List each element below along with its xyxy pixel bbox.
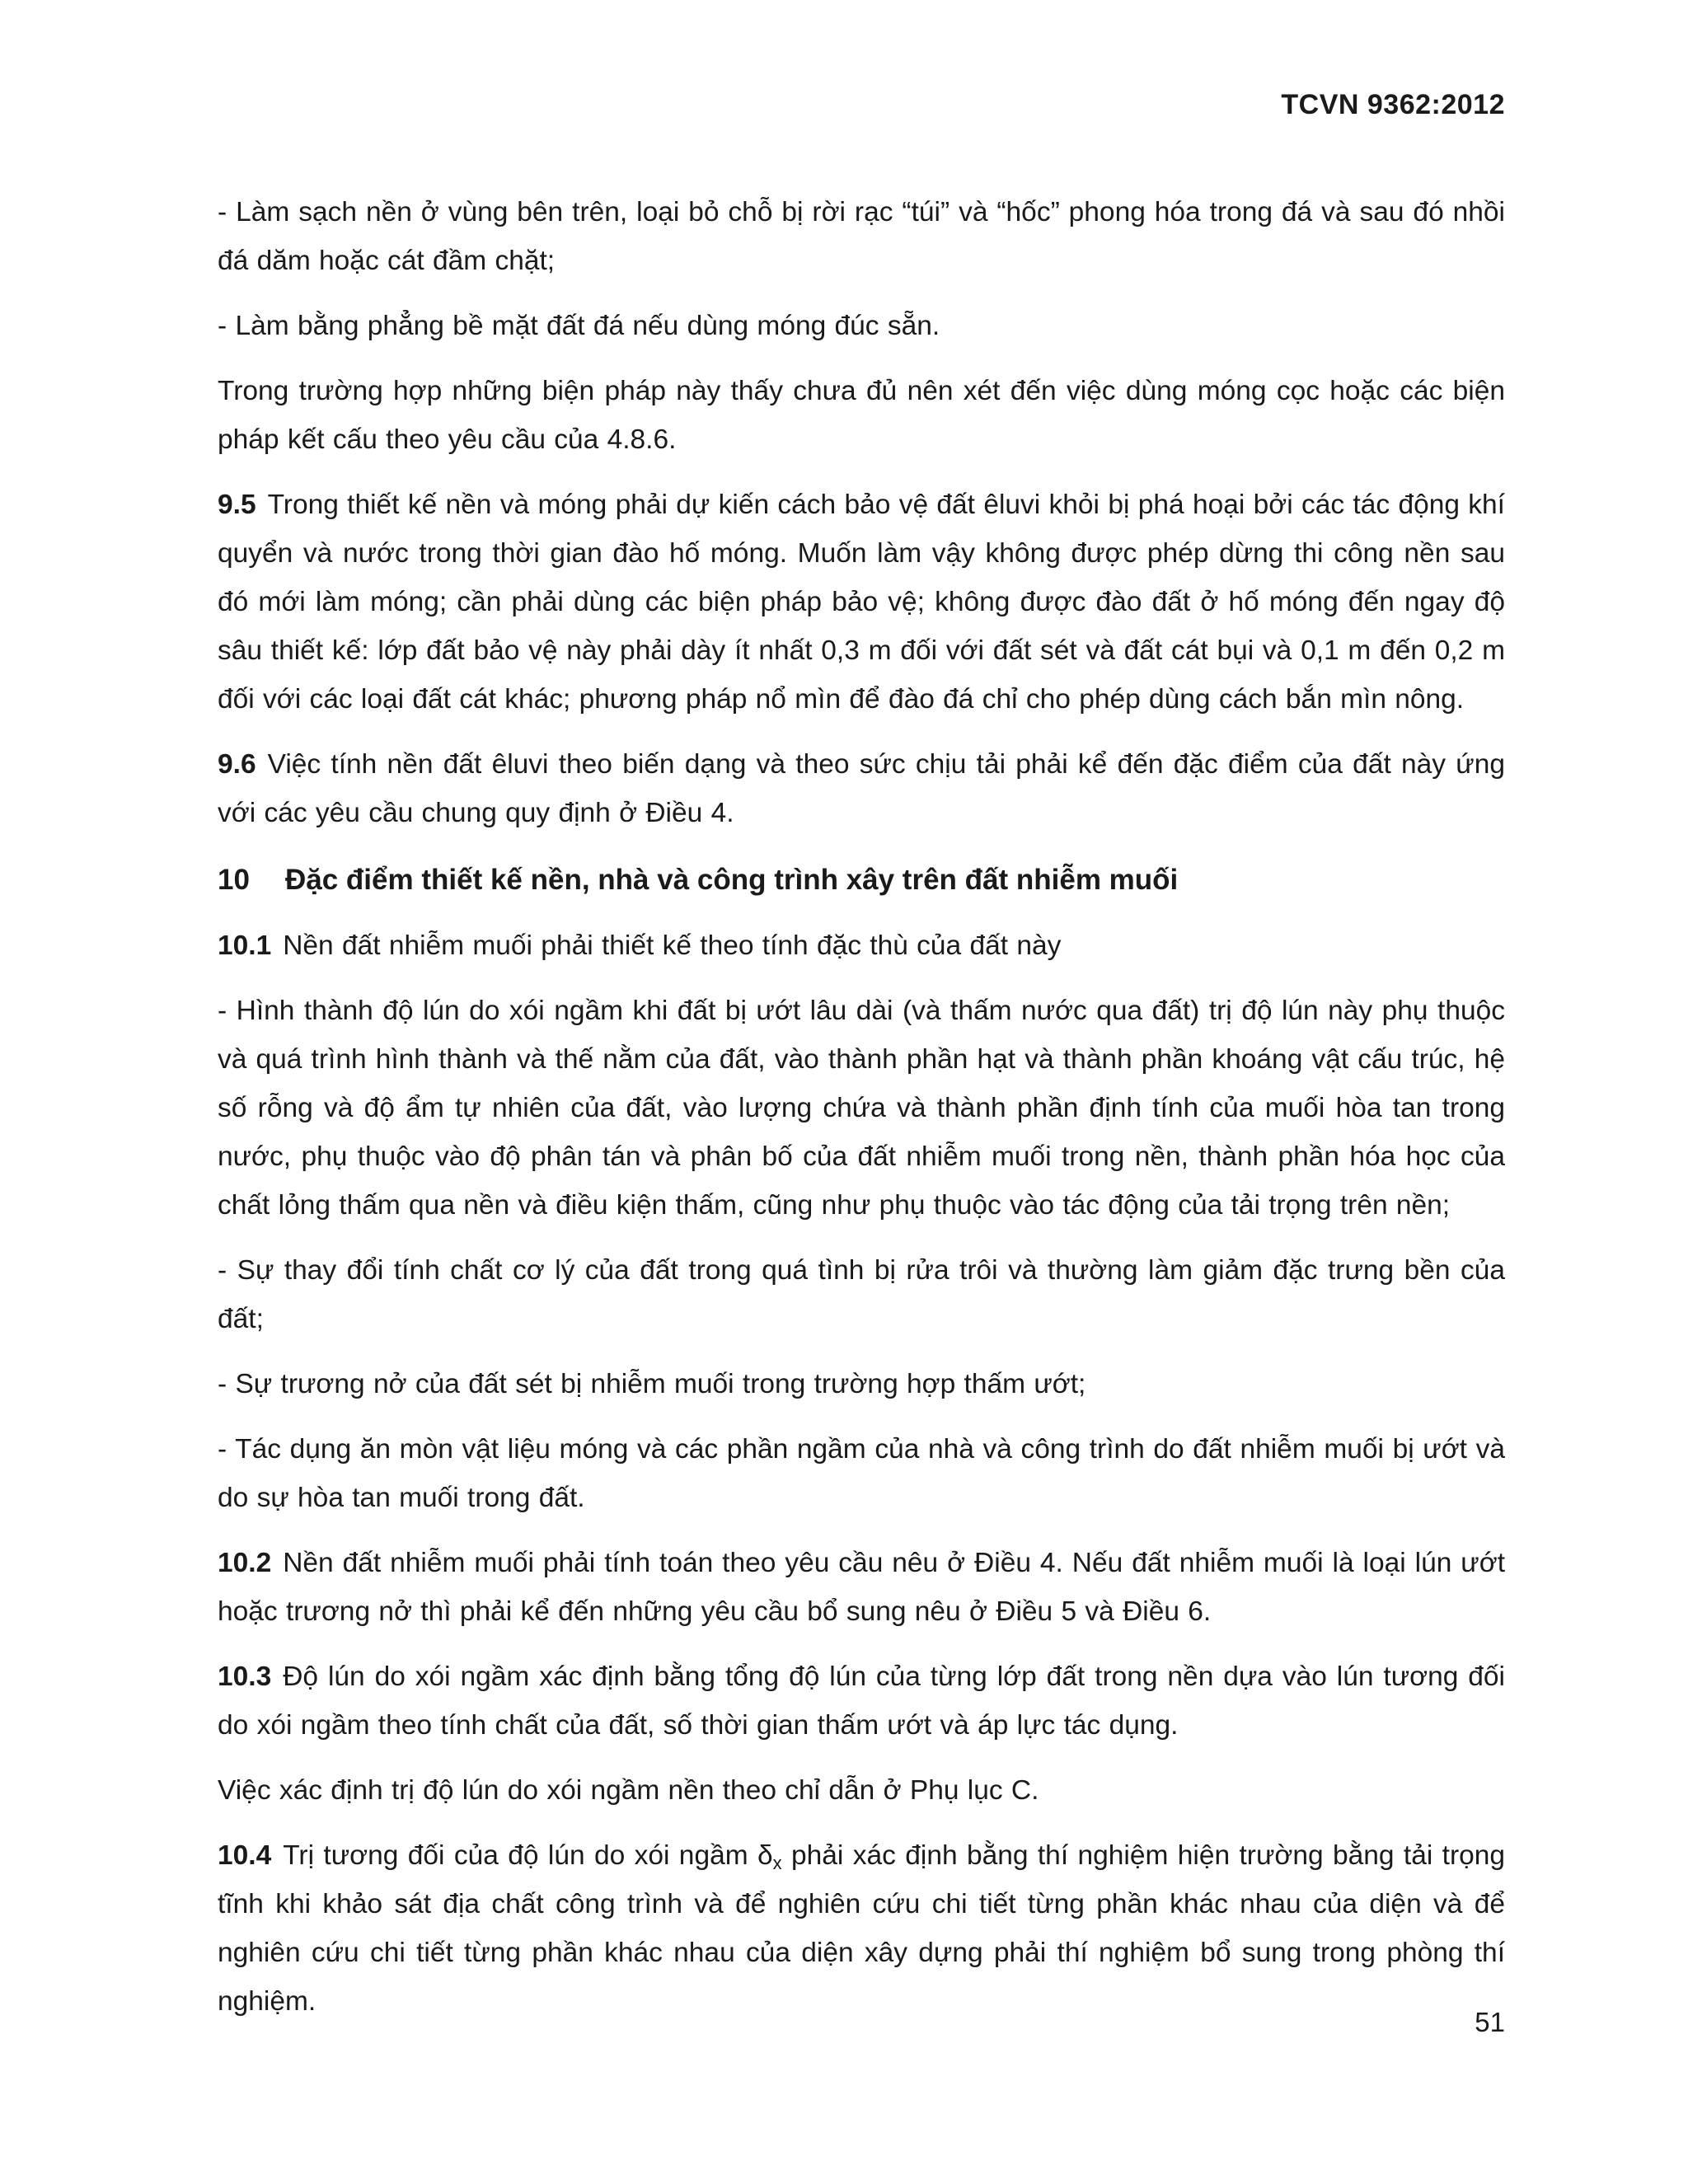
- clause-10-2: [218, 1539, 1505, 1636]
- clause-number: 9.5: [218, 490, 256, 520]
- bullet-settlement-formation: - Hình thành độ lún do xói ngầm khi đất bị ướt lâu dài (và thấm nước qua đất) trị độ lún này phụ thuộc và quá trình hình thành và thế nằm của đất, vào thành phần hạt và thành phần khoáng vật cấu trúc, hệ số rỗng và độ ẩm tự nhiên của đất, vào lượng chứa và thành phần định tính của muối hòa tan trong nước, phụ thuộc vào độ phân tán và phân bố của đất nhiễm muối trong nền, thành phần hóa học của chất lỏng thấm qua nền và điều kiện thấm, cũng như phụ thuộc vào tác động của tải trọng trên nền;: [218, 996, 1505, 1221]
- document-page: [218, 0, 1505, 2184]
- page-number: 51: [1475, 2007, 1505, 2037]
- clause-10-3: [218, 1652, 1505, 1750]
- clause-number: 10.2: [218, 1548, 272, 1578]
- clause-text-end: phải xác định bằng thí nghiệm hiện trường bằng tải trọng tĩnh khi khảo sát địa chất công trình và để nghiên cứu chi tiết từng phần khác nhau của diện và để nghiên cứu chi tiết từng phần khác nhau của diện xây dựng phải thí nghiệm bổ sung trong phòng thí nghiệm.: [218, 1840, 1506, 2017]
- clause-text-start: Trị tương đối của độ lún do xói ngầm δ: [283, 1840, 773, 1871]
- paragraph-appendix-reference: Việc xác định trị độ lún do xói ngầm nền theo chỉ dẫn ở Phụ lục C.: [218, 1775, 1039, 1806]
- clause-number: 10.4: [218, 1840, 272, 1871]
- document-body: [218, 188, 1505, 2042]
- section-number: 10: [218, 864, 250, 896]
- clause-10-1: [218, 921, 1505, 970]
- section-title: Đặc điểm thiết kế nền, nhà và công trình xây trên đất nhiễm muối: [285, 864, 1179, 896]
- clause-text: Việc tính nền đất êluvi theo biến dạng và theo sức chịu tải phải kể đến đặc điểm của đất này ứng với các yêu cầu chung quy định ở Điều 4.: [218, 749, 1505, 828]
- clause-number: 9.6: [218, 749, 256, 780]
- standard-code-header: TCVN 9362:2012: [1281, 89, 1505, 120]
- clause-text: Nền đất nhiễm muối phải thiết kế theo tính đặc thù của đất này: [283, 930, 1062, 961]
- bullet-corrosion: - Tác dụng ăn mòn vật liệu móng và các phần ngầm của nhà và công trình do đất nhiễm muối bị ướt và do sự hòa tan muối trong đất.: [218, 1434, 1505, 1513]
- clause-10-4: [218, 1831, 1505, 2026]
- clause-text: Trong thiết kế nền và móng phải dự kiến cách bảo vệ đất êluvi khỏi bị phá hoại bởi các tác động khí quyển và nước trong thời gian đào hố móng. Muốn làm vậy không được phép dừng thi công nền sau đó mới làm móng; cần phải dùng các biện pháp bảo vệ; không được đào đất ở hố móng đến ngay độ sâu thiết kế: lớp đất bảo vệ này phải dày ít nhất 0,3 m đối với đất sét và đất cát bụi và 0,1 m đến 0,2 m đối với các loại đất cát khác; phương pháp nổ mìn để đào đá chỉ cho phép dùng cách bắn mìn nông.: [218, 490, 1505, 715]
- clause-number: 10.1: [218, 930, 272, 961]
- bullet-swelling: - Sự trương nở của đất sét bị nhiễm muối trong trường hợp thấm ướt;: [218, 1369, 1086, 1399]
- clause-9-5: [218, 480, 1505, 724]
- delta-subscript: x: [772, 1853, 782, 1873]
- paragraph-insufficient-measures: Trong trường hợp những biện pháp này thấy chưa đủ nên xét đến việc dùng móng cọc hoặc các biện pháp kết cấu theo yêu cầu của 4.8.6.: [218, 376, 1505, 455]
- section-heading-10: [218, 854, 1505, 907]
- clause-text: Nền đất nhiễm muối phải tính toán theo yêu cầu nêu ở Điều 4. Nếu đất nhiễm muối là loại lún ướt hoặc trương nở thì phải kể đến những yêu cầu bổ sung nêu ở Điều 5 và Điều 6.: [218, 1548, 1505, 1627]
- clause-number: 10.3: [218, 1661, 272, 1692]
- clause-9-6: [218, 740, 1505, 837]
- bullet-level-surface: - Làm bằng phẳng bề mặt đất đá nếu dùng móng đúc sẵn.: [218, 311, 940, 341]
- clause-text: Độ lún do xói ngầm xác định bằng tổng độ lún của từng lớp đất trong nền dựa vào lún tương đối do xói ngầm theo tính chất của đất, số thời gian thấm ướt và áp lực tác dụng.: [218, 1661, 1505, 1741]
- bullet-mechanical-properties: - Sự thay đổi tính chất cơ lý của đất trong quá tình bị rửa trôi và thường làm giảm đặc trưng bền của đất;: [218, 1255, 1505, 1334]
- bullet-clean-foundation: - Làm sạch nền ở vùng bên trên, loại bỏ chỗ bị rời rạc “túi” và “hốc” phong hóa trong đá và sau đó nhồi đá dăm hoặc cát đầm chặt;: [218, 197, 1505, 276]
